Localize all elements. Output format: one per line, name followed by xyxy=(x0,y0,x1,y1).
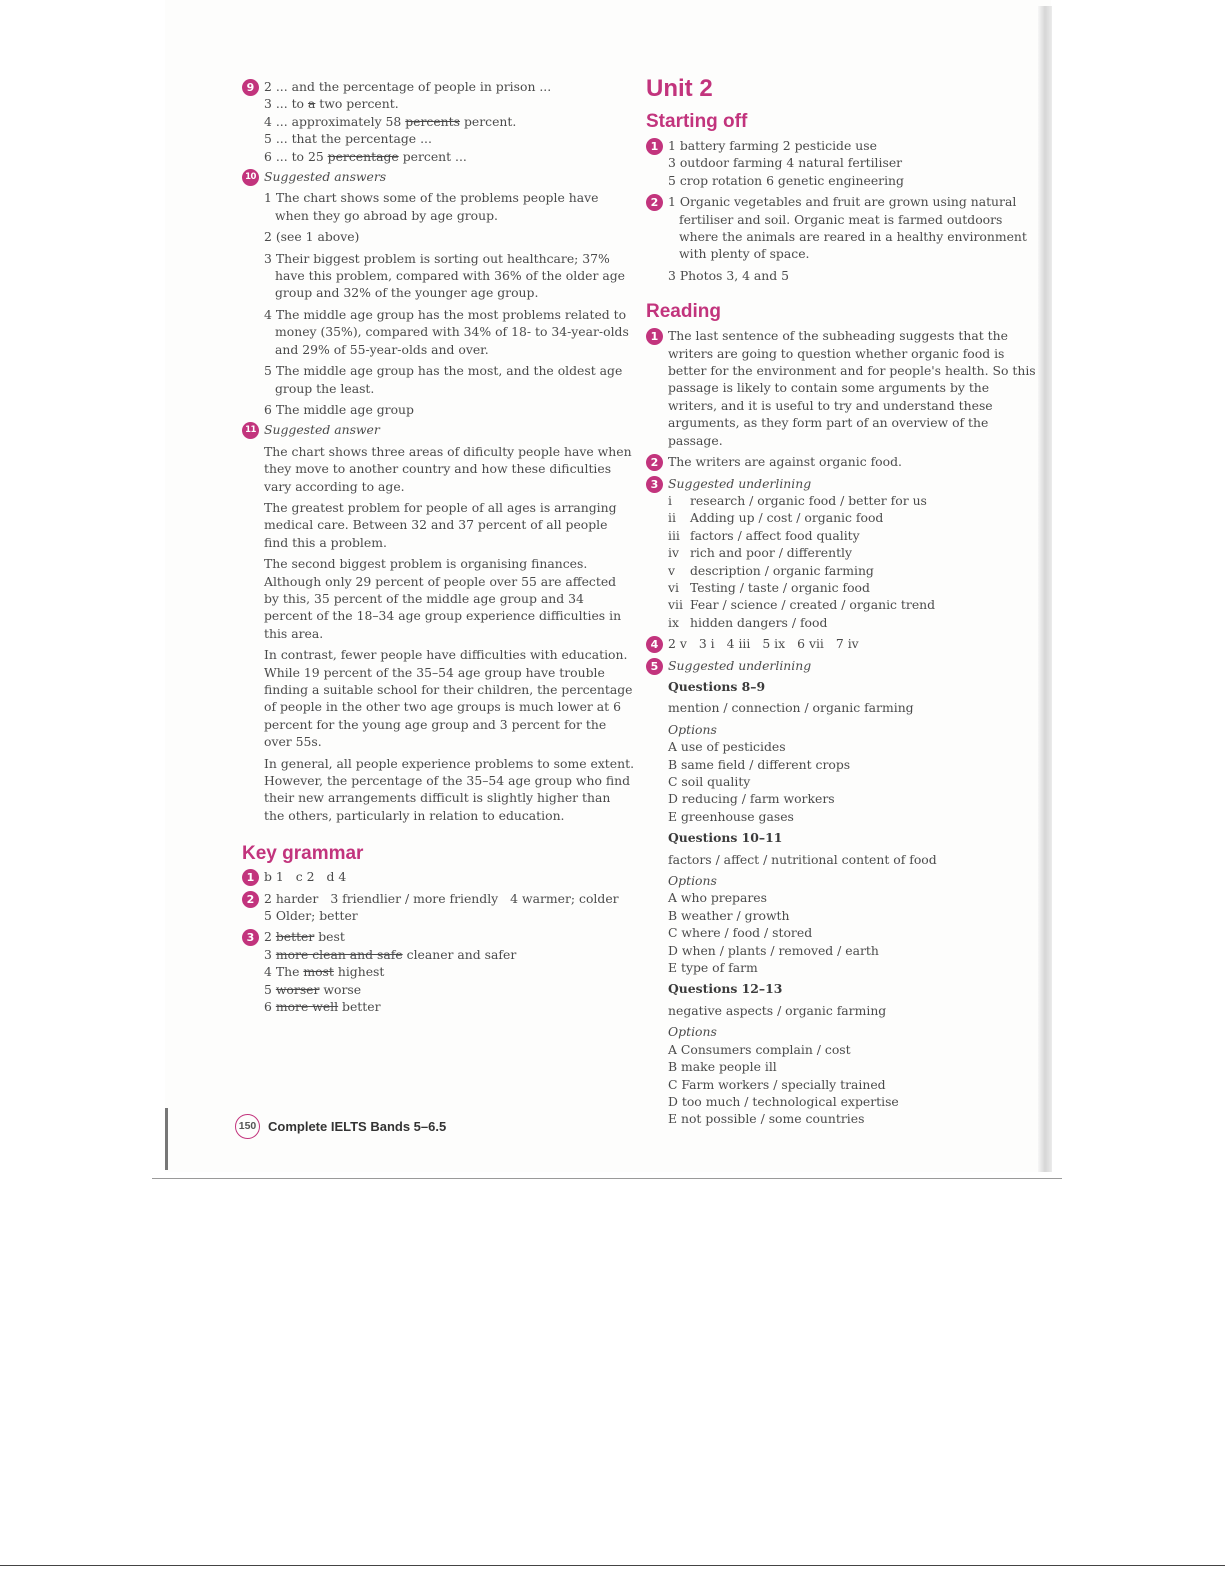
grammar-exercise-2 xyxy=(242,890,634,925)
list-item: ix hidden dangers / food xyxy=(668,614,828,630)
questions-heading: Questions 10–11 xyxy=(668,830,783,846)
struck-word: more clean and safe xyxy=(275,946,403,962)
answer-item: 4 warmer; colder xyxy=(510,890,619,906)
exercise-number-badge: 1 xyxy=(646,328,663,345)
reading-exercise-1 xyxy=(646,327,1040,449)
answer-line: 5 worser worse xyxy=(264,981,362,997)
answer-line: 6 more well better xyxy=(264,999,381,1015)
reading-exercise-3 xyxy=(646,475,1040,632)
option-item: E not possible / some countries xyxy=(668,1111,865,1127)
answer-item: 3 Their biggest problem is sorting out healthcare; 37% have this problem, compared with 36% of the older age group and 32% of the younger age group. xyxy=(264,250,625,301)
option-item: A who prepares xyxy=(668,890,767,906)
option-item: C Farm workers / specially trained xyxy=(668,1076,886,1092)
option-item: E type of farm xyxy=(668,960,758,976)
reading-exercise-2 xyxy=(646,453,1040,470)
option-item: E greenhouse gases xyxy=(668,808,794,824)
answer-item: c 2 xyxy=(295,869,315,885)
exercise-10 xyxy=(242,168,634,418)
viewer-bottom-edge xyxy=(0,1565,1225,1566)
options-label: Options xyxy=(668,873,717,889)
book-title: Complete IELTS Bands 5–6.5 xyxy=(268,1119,447,1134)
starting-off-exercise-1 xyxy=(646,137,1040,189)
option-item: A Consumers complain / cost xyxy=(668,1041,851,1057)
underlining-line: mention / connection / organic farming xyxy=(668,700,914,716)
answer-line: 3 ... to a two percent. xyxy=(264,96,399,112)
answer-line: 5 ... that the percentage ... xyxy=(264,131,432,147)
exercise-number-badge: 3 xyxy=(646,476,663,493)
scan-edge-bar xyxy=(165,1108,168,1170)
answer-item: 1 The chart shows some of the problems people have when they go abroad by age group. xyxy=(264,190,599,223)
options-label: Options xyxy=(668,721,717,737)
answer-line: 1 battery farming 2 pesticide use xyxy=(668,138,877,153)
answer-item: 5 ix xyxy=(762,636,786,652)
answer-item: 4 The middle age group has the most problems related to money (35%), compared with 34% of 18- to 34-year-olds and 29% of 55-year-olds and over. xyxy=(264,306,629,357)
exercise-heading: Suggested underlining xyxy=(668,657,812,673)
answer-item: 2 (see 1 above) xyxy=(264,229,360,245)
answer-item: 6 vii xyxy=(797,636,824,652)
exercise-number-badge: 11 xyxy=(242,422,259,439)
option-item: B weather / growth xyxy=(668,907,790,923)
list-item: iv rich and poor / differently xyxy=(668,545,853,561)
answer-line: 4 The most highest xyxy=(264,964,385,980)
grammar-exercise-3 xyxy=(242,928,634,1015)
exercise-number-badge: 2 xyxy=(646,454,663,471)
page-number: 150 xyxy=(235,1114,260,1139)
list-item: iii factors / affect food quality xyxy=(668,527,860,543)
questions-heading: Questions 12–13 xyxy=(668,981,783,997)
answer-item: 7 iv xyxy=(835,636,859,652)
exercise-heading: Suggested answers xyxy=(264,169,387,185)
exercise-number-badge: 1 xyxy=(242,869,259,886)
option-item: A use of pesticides xyxy=(668,739,786,755)
answer-item: 3 friendlier / more friendly xyxy=(330,890,499,906)
reading-title: Reading xyxy=(646,301,721,323)
exercise-number-badge: 3 xyxy=(242,929,259,946)
answer-line: 2 better best xyxy=(264,929,345,945)
answer-item: b 1 xyxy=(264,869,284,885)
reading-exercise-4 xyxy=(646,635,1040,652)
unit-title: Unit 2 xyxy=(646,75,713,102)
struck-word: a xyxy=(307,96,316,112)
answer-paragraph: The last sentence of the subheading suggests that the writers are going to question whether organic food is better for the environment and for people's health. So this passage is likely to contain some arguments by the writers, and it is useful to try and understand these arguments, as they form part of an overview of the passage. xyxy=(668,328,1036,448)
answer-item: 6 The middle age group xyxy=(264,401,414,417)
underlining-line: negative aspects / organic farming xyxy=(668,1002,887,1018)
exercise-number-badge: 5 xyxy=(646,658,663,675)
answer-line: 6 ... to 25 percentage percent ... xyxy=(264,148,467,164)
answer-line: 3 more clean and safe cleaner and safer xyxy=(264,946,517,962)
starting-off-exercise-2 xyxy=(646,193,1040,284)
answer-item: 1 Organic vegetables and fruit are grown using natural fertiliser and soil. Organic meat is farmed outdoors where the animals are reared in a healthy environment with plenty of space. xyxy=(668,194,1027,262)
exercise-number-badge: 2 xyxy=(646,194,663,211)
list-item: vi Testing / taste / organic food xyxy=(668,579,870,595)
exercise-number-badge: 9 xyxy=(242,79,259,96)
list-item: ii Adding up / cost / organic food xyxy=(668,510,884,526)
struck-word: worser xyxy=(275,981,320,997)
option-item: B make people ill xyxy=(668,1059,777,1075)
starting-off-title: Starting off xyxy=(646,111,748,132)
struck-word: percentage xyxy=(327,148,399,164)
option-item: C where / food / stored xyxy=(668,925,813,941)
exercise-number-badge: 2 xyxy=(242,891,259,908)
exercise-heading: Suggested answer xyxy=(264,422,380,438)
struck-word: more well xyxy=(275,999,339,1015)
answer-paragraph: The greatest problem for people of all ages is arranging medical care. Between 32 and 37 percent of all people find this a problem. xyxy=(264,499,617,550)
grammar-exercise-1 xyxy=(242,868,634,885)
answer-paragraph: In general, all people experience problems to some extent. However, the percentage of the 35–54 age group who find their new arrangements difficult is slightly higher than the others, particularly in relation to education. xyxy=(264,755,635,823)
page-footer xyxy=(235,1114,446,1139)
answer-item: 2 harder xyxy=(264,890,319,906)
answer-item: 4 iii xyxy=(726,636,751,652)
page-bottom-rule xyxy=(152,1178,1062,1179)
answer-paragraph: The writers are against organic food. xyxy=(668,454,902,470)
answer-item: 3 i xyxy=(698,636,715,652)
option-item: B same field / different crops xyxy=(668,756,851,772)
key-grammar-title: Key grammar xyxy=(242,843,364,865)
underlining-line: factors / affect / nutritional content of food xyxy=(668,851,937,867)
page-spine-shadow xyxy=(1038,6,1052,1172)
answer-line: 2 ... and the percentage of people in prison ... xyxy=(264,79,552,94)
list-item: vii Fear / science / created / organic trend xyxy=(668,597,936,613)
option-item: D reducing / farm workers xyxy=(668,791,835,807)
exercise-number-badge: 1 xyxy=(646,138,663,155)
options-label: Options xyxy=(668,1024,717,1040)
answer-paragraph: In contrast, fewer people have difficulties with education. While 19 percent of the 35–54 age group have trouble finding a suitable school for their children, the percentage of people in the other two age groups is much lower at 6 percent for the young age group and 3 percent for the over 55s. xyxy=(264,647,633,750)
reading-exercise-5 xyxy=(646,657,1040,1128)
exercise-number-badge: 10 xyxy=(242,169,259,186)
answer-line: 3 outdoor farming 4 natural fertiliser xyxy=(668,155,903,171)
exercise-9 xyxy=(242,78,634,165)
struck-word: most xyxy=(303,964,334,980)
right-column xyxy=(646,74,1040,1128)
answer-item: 5 Older; better xyxy=(264,908,358,924)
exercise-11 xyxy=(242,421,634,824)
answer-line: 5 crop rotation 6 genetic engineering xyxy=(668,172,904,188)
option-item: D too much / technological expertise xyxy=(668,1093,899,1109)
answer-item: 5 The middle age group has the most, and the oldest age group the least. xyxy=(264,363,623,396)
answer-item: 3 Photos 3, 4 and 5 xyxy=(668,267,790,283)
answer-item: d 4 xyxy=(326,869,347,885)
left-column xyxy=(242,78,634,1016)
exercise-number-badge: 4 xyxy=(646,636,663,653)
list-item: i research / organic food / better for us xyxy=(668,492,927,508)
answer-paragraph: The chart shows three areas of dificulty people have when they move to another country and how these dificulties vary according to age. xyxy=(264,443,632,494)
answer-paragraph: The second biggest problem is organising finances. Although only 29 percent of people over 55 are affected by this, 35 percent of the middle age group and 34 percent of the 18–34 age group experience difficulties in this area. xyxy=(264,556,622,641)
exercise-heading: Suggested underlining xyxy=(668,475,812,491)
answer-item: 2 v xyxy=(668,636,687,652)
option-item: D when / plants / removed / earth xyxy=(668,942,879,958)
answer-line: 4 ... approximately 58 percents percent. xyxy=(264,113,517,129)
list-item: v description / organic farming xyxy=(668,562,874,578)
questions-heading: Questions 8–9 xyxy=(668,678,766,694)
struck-word: better xyxy=(275,929,315,945)
struck-word: percents xyxy=(405,113,460,129)
option-item: C soil quality xyxy=(668,774,751,789)
